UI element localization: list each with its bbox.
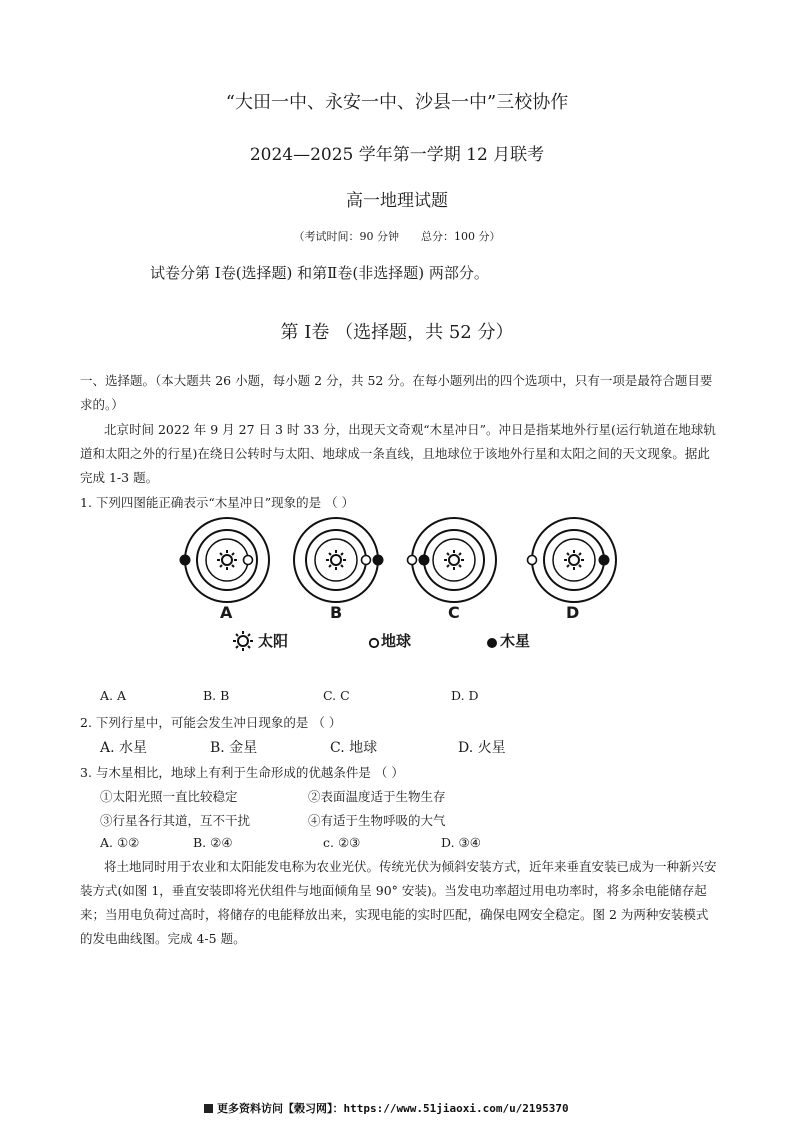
legend-sun: 太阳 xyxy=(258,632,289,650)
diagram-c xyxy=(408,518,497,602)
earth-icon xyxy=(368,634,380,646)
part-title: 第 Ⅰ卷 （选择题，共 52 分） xyxy=(280,322,514,343)
exam-info: （考试时间：90 分钟 总分：100 分） xyxy=(293,230,501,243)
q1-option-d: D. D xyxy=(451,688,479,703)
section-instructions: 一、选择题。（本大题共 26 小题，每小题 2 分，共 52 分。在每小题列出的四个选项中，只有一项是最符合题目要求的。） xyxy=(80,373,713,412)
legend-earth: 地球 xyxy=(381,632,412,650)
footer-link[interactable] xyxy=(204,1100,569,1116)
q1-option-a: A. A xyxy=(100,688,127,703)
q3-item-3: ③行星各行其道，互不干扰 xyxy=(100,813,251,828)
figure-label-a: A xyxy=(220,603,233,622)
page-title: 高一地理试题 xyxy=(346,191,448,211)
q3-item-4: ④有适于生物呼吸的大气 xyxy=(308,813,446,828)
question-2-stem: 2. 下列行星中，可能会发生冲日现象的是 （ ） xyxy=(80,715,342,730)
q3-option-b: B. ②④ xyxy=(193,835,233,850)
q1-option-c: C. C xyxy=(323,688,350,703)
jupiter-icon xyxy=(486,634,498,646)
legend-jupiter: 木星 xyxy=(500,632,531,650)
q3-option-d: D. ③④ xyxy=(441,835,481,850)
diagram-d xyxy=(528,518,617,602)
diagram-b xyxy=(294,518,384,602)
q3-item-2: ②表面温度适于生物生存 xyxy=(308,789,446,804)
q2-option-a: A. 水星 xyxy=(100,740,148,756)
q1-option-b: B. B xyxy=(203,688,230,703)
context-paragraph-1: 北京时间 2022 年 9 月 27 日 3 时 33 分，出现天文奇观“木星冲日”。冲日是指某地外行星(运行轨道在地球轨道和太阳之外的行星)在绕日公转时与太阳、地球成一条直线，且地球位于该地外行星和太阳之间的天文现象。据此完成 1-3 题。 xyxy=(80,422,716,485)
diagram-a xyxy=(180,518,270,602)
q2-option-b: B. 金星 xyxy=(210,740,258,756)
q2-option-c: C. 地球 xyxy=(330,740,378,756)
exam-term: 2024—2025 学年第一学期 12 月联考 xyxy=(249,145,545,165)
q2-option-d: D. 火星 xyxy=(458,740,506,756)
figure-label-b: B xyxy=(330,603,343,622)
flag-icon xyxy=(204,1104,213,1113)
figure-label-d: D xyxy=(566,603,580,622)
school-line: “大田一中、永安一中、沙县一中”三校协作 xyxy=(225,92,569,113)
question-1-stem: 1. 下列四图能正确表示“木星冲日”现象的是 （ ） xyxy=(80,495,355,510)
footer-text: 更多资料访问【榖习网】：https://www.51jiaoxi.com/u/2195370 xyxy=(217,1102,569,1115)
q3-option-c: c. ②③ xyxy=(323,835,361,850)
q3-option-a: A. ①② xyxy=(100,835,140,850)
figure-label-c: C xyxy=(448,603,460,622)
paper-intro: 试卷分第 Ⅰ卷(选择题) 和第Ⅱ卷(非选择题) 两部分。 xyxy=(150,264,489,282)
q3-item-1: ①太阳光照一直比较稳定 xyxy=(100,789,238,804)
context-paragraph-2: 将土地同时用于农业和太阳能发电称为农业光伏。传统光伏为倾斜安装方式，近年来垂直安装已成为一种新兴安装方式(如图 1，垂直安装即将光伏组件与地面倾角呈 90° 安装)。当发电功率超过用电功率时，将多余电能储存起来；当用电负荷过高时，将储存的电能释放出来，实现电能的实时匹配，确保电网安全稳定。图 2 为两种安装模式的发电曲线图。完成 4-5 题。 xyxy=(80,859,717,946)
question-3-stem: 3. 与木星相比，地球上有利于生命形成的优越条件是 （ ） xyxy=(80,765,404,780)
sun-icon xyxy=(232,630,254,652)
